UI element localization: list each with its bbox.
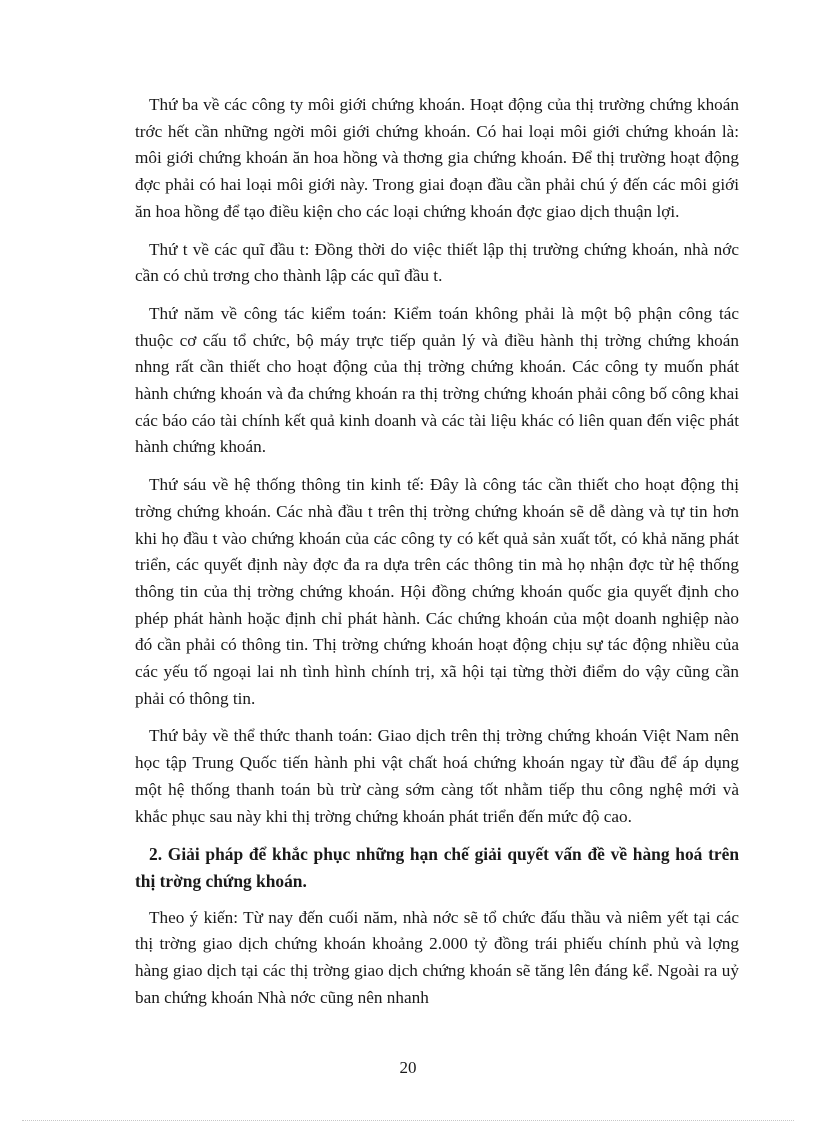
- paragraph-opinion: Theo ý kiến: Từ nay đến cuối năm, nhà nớc sẽ tổ chức đấu thầu và niêm yết tại các thị trờng giao dịch chứng khoán khoảng 2.000 tỷ đồng trái phiếu chính phủ và lợng hàng giao dịch tại các thị trờng giao dịch chứng khoán sẽ tăng lên đáng kể. Ngoài ra uỷ ban chứng khoán Nhà nớc cũng nên nhanh: [135, 907, 739, 1007]
- page-number: 20: [399, 1058, 417, 1077]
- paragraph-investment-funds: Thứ t về các quĩ đầu t: Đồng thời do việc thiết lập thị trường chứng khoán, nhà nớc cần có chủ trơng cho thành lập các quĩ đầu t.: [135, 239, 739, 286]
- paragraph-auditing: Thứ năm về công tác kiểm toán: Kiểm toán không phải là một bộ phận công tác thuộc cơ cấu tổ chức, bộ máy trực tiếp quản lý và điều hành thị trờng chứng khoán nhng rất cần thiết cho hoạt động của thị trờng chứng khoán. Các công ty muốn phát hành chứng khoán và đa chứng khoán ra thị trờng chứng khoán phải công bố công khai các báo cáo tài chính kết quả kinh doanh và các tài liệu khác có liên quan đến việc phát hành chứng khoán.: [135, 303, 739, 457]
- paragraph-brokers: Thứ ba về các công ty môi giới chứng khoán. Hoạt động của thị trường chứng khoán trớc hết cần những ngời môi giới chứng khoán. Có hai loại môi giới chứng khoán là: môi giới chứng khoán ăn hoa hồng và thơng gia chứng khoán. Để thị trường hoạt động đợc phải có hai loại môi giới này. Trong giai đoạn đầu cần phải chú ý đến các môi giới ăn hoa hồng để tạo điều kiện cho các loại chứng khoán đợc giao dịch thuận lợi.: [135, 95, 739, 221]
- page-bottom-divider: [22, 1120, 794, 1121]
- section-heading: 2. Giải pháp để khắc phục những hạn chế giải quyết vấn đề về hàng hoá trên thị trờng chứng khoán.: [135, 844, 739, 891]
- paragraph-information-system: Thứ sáu về hệ thống thông tin kinh tế: Đây là công tác cần thiết cho hoạt động thị trờng chứng khoán. Các nhà đầu t trên thị trờng chứng khoán sẽ dễ dàng và tự tin hơn khi họ đầu t vào chứng khoán của các công ty có kết quả sản xuất tốt, có khả năng phát triển, các quyết định này đợc đa ra dựa trên các thông tin mà họ nhận đợc từ hệ thống thông tin của thị trờng chứng khoán. Hội đồng chứng khoán quốc gia quyết định cho phép phát hành hoặc định chỉ phát hành. Các chứng khoán của một doanh nghiệp nào đó cần phải có thông tin. Thị trờng chứng khoán hoạt động chịu sự tác động nhiều của các yếu tố ngoại lai nh tình hình chính trị, xã hội tại từng thời điểm do vậy cũng cần phải có thông tin.: [135, 475, 739, 708]
- page-body: [135, 92, 739, 1023]
- paragraph-payment-method: Thứ bảy về thể thức thanh toán: Giao dịch trên thị trờng chứng khoán Việt Nam nên học tập Trung Quốc tiến hành phi vật chất hoá chứng khoán ngay từ đầu để áp dụng một hệ thống thanh toán bù trừ càng sớm càng tốt nhằm tiếp thu công nghệ mới và khắc phục sau này khi thị trờng chứng khoán phát triển đến mức độ cao.: [135, 726, 739, 826]
